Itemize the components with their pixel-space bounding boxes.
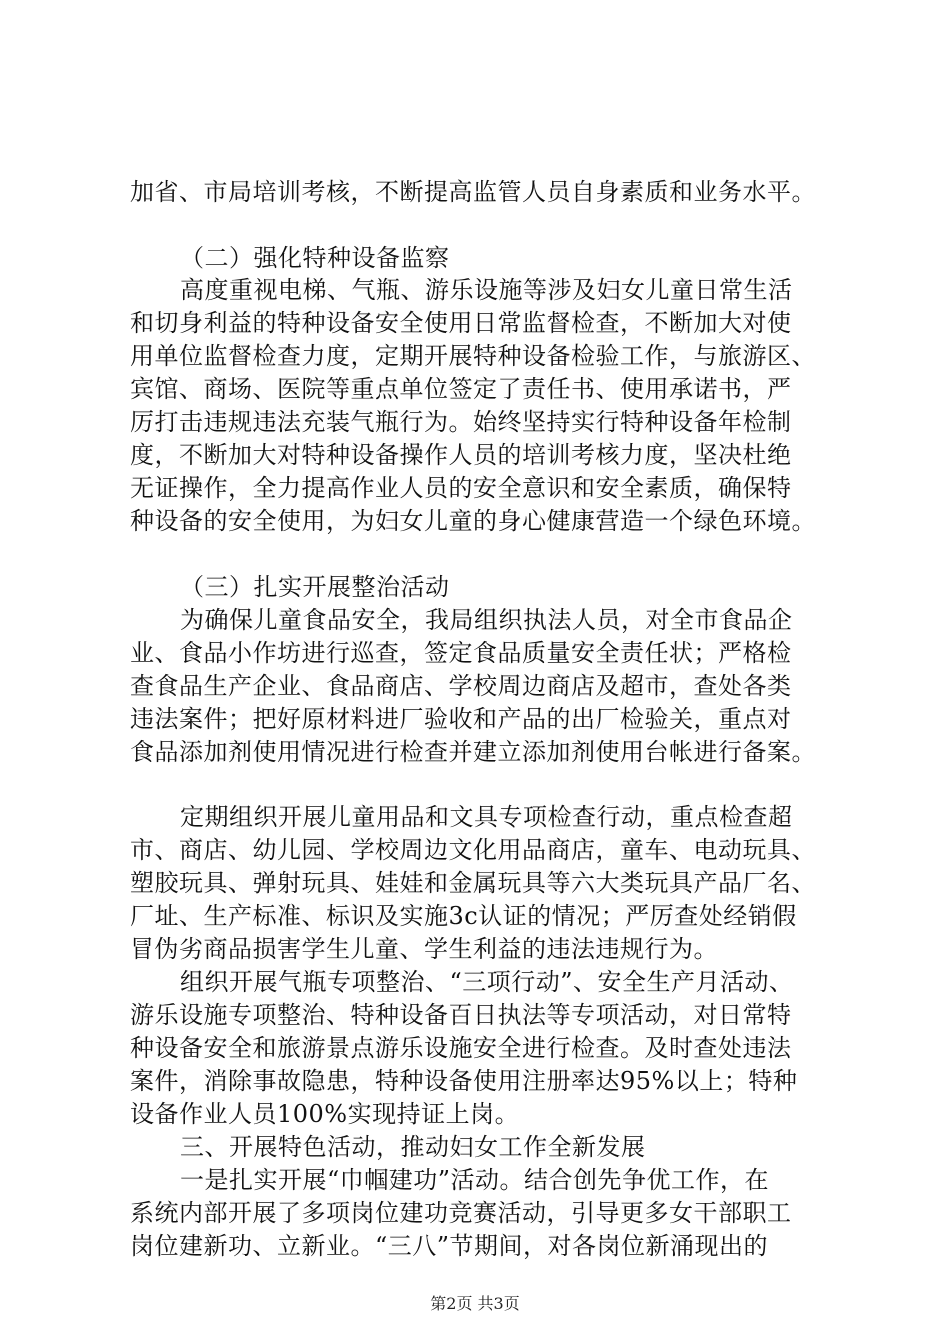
text-line: 冒伪劣商品损害学生儿童、学生利益的违法违规行为。 (130, 935, 718, 963)
text-line: 违法案件；把好原材料进厂验收和产品的出厂检验关，重点对 (130, 705, 792, 733)
text-line: 塑胶玩具、弹射玩具、娃娃和金属玩具等六大类玩具产品厂名、 (130, 869, 816, 897)
text-line: 组织开展气瓶专项整治、“三项行动”、安全生产月活动、 (180, 968, 794, 996)
section-heading: （三）扎实开展整治活动 (180, 573, 450, 601)
text-line: 和切身利益的特种设备安全使用日常监督检查，不断加大对使 (130, 309, 792, 337)
text-line: 市、商店、幼儿园、学校周边文化用品商店，童车、电动玩具、 (130, 836, 816, 864)
text-line: 业、食品小作坊进行巡查，签定食品质量安全责任状；严格检 (130, 639, 792, 667)
text-line: 用单位监督检查力度，定期开展特种设备检验工作，与旅游区、 (130, 342, 816, 370)
text-line: 岗位建新功、立新业。“三八”节期间，对各岗位新涌现出的 (130, 1232, 769, 1260)
text-line: 厂址、生产标准、标识及实施3c认证的情况；严厉查处经销假 (130, 902, 797, 930)
section-heading: 三、开展特色活动，推动妇女工作全新发展 (180, 1133, 646, 1161)
text-line: 种设备安全和旅游景点游乐设施安全进行检查。及时查处违法 (130, 1034, 792, 1062)
page-number-footer: 第2页 共3页 (430, 1294, 520, 1313)
section-heading: （二）强化特种设备监察 (180, 244, 450, 272)
text-line: 为确保儿童食品安全，我局组织执法人员，对全市食品企 (180, 606, 793, 634)
text-line: 查食品生产企业、食品商店、学校周边商店及超市，查处各类 (130, 672, 792, 700)
text-line: 一是扎实开展“巾帼建功”活动。结合创先争优工作，在 (180, 1166, 770, 1194)
text-line: 游乐设施专项整治、特种设备百日执法等专项活动，对日常特 (130, 1001, 792, 1029)
text-line: 种设备的安全使用，为妇女儿童的身心健康营造一个绿色环境。 (130, 507, 816, 535)
text-line: 食品添加剂使用情况进行检查并建立添加剂使用台帐进行备案。 (130, 738, 816, 766)
text-line: 定期组织开展儿童用品和文具专项检查行动，重点检查超 (180, 803, 793, 831)
text-line: 无证操作，全力提高作业人员的安全意识和安全素质，确保特 (130, 474, 792, 502)
text-line: 度，不断加大对特种设备操作人员的培训考核力度，坚决杜绝 (130, 441, 792, 469)
text-line: 案件，消除事故隐患，特种设备使用注册率达95%以上；特种 (130, 1067, 798, 1095)
text-line: 设备作业人员100%实现持证上岗。 (130, 1100, 520, 1128)
text-line: 宾馆、商场、医院等重点单位签定了责任书、使用承诺书，严 (130, 375, 792, 403)
text-line: 高度重视电梯、气瓶、游乐设施等涉及妇女儿童日常生活 (180, 276, 793, 304)
text-line: 系统内部开展了多项岗位建功竞赛活动，引导更多女干部职工 (130, 1199, 792, 1227)
text-line: 加省、市局培训考核，不断提高监管人员自身素质和业务水平。 (130, 178, 816, 206)
text-line: 厉打击违规违法充装气瓶行为。始终坚持实行特种设备年检制 (130, 408, 792, 436)
